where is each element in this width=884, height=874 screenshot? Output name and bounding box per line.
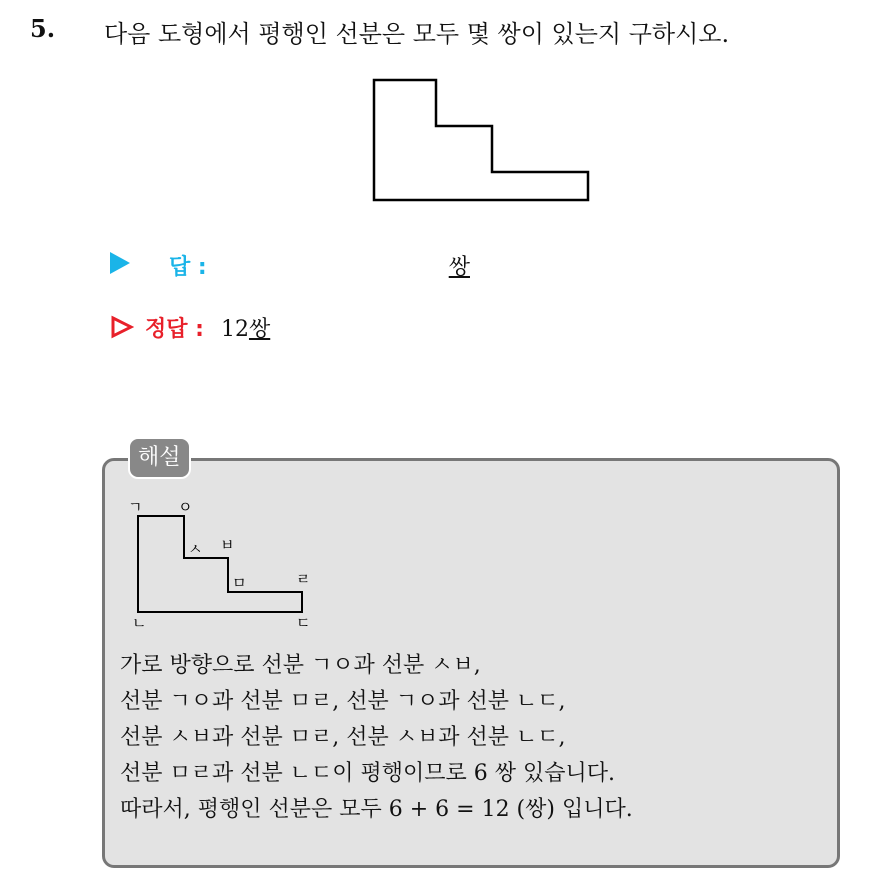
labeled-staircase-outline: [138, 516, 302, 612]
filled-triangle-icon: [110, 252, 130, 274]
staircase-outline: [374, 80, 588, 200]
question-number: 5.: [30, 14, 56, 43]
vertex-label-m: ㅁ: [232, 574, 247, 592]
vertex-label-s: ㅅ: [188, 540, 203, 558]
answer-label: 답 :: [169, 255, 207, 280]
explanation-line: 선분 ㅅㅂ과 선분 ㅁㄹ, 선분 ㅅㅂ과 선분 ㄴㄷ,: [120, 725, 566, 750]
vertex-label-r: ㄹ: [296, 570, 311, 588]
correct-answer-unit: 쌍: [248, 317, 271, 342]
explanation-tag: 해설: [128, 437, 191, 479]
correct-answer-row: [110, 312, 270, 343]
outline-triangle-icon: [110, 315, 134, 339]
answer-unit: 쌍: [448, 255, 470, 280]
vertex-label-o: ㅇ: [178, 498, 193, 516]
staircase-figure: [368, 74, 594, 206]
explanation-line: 선분 ㄱㅇ과 선분 ㅁㄹ, 선분 ㄱㅇ과 선분 ㄴㄷ,: [120, 689, 566, 714]
labeled-staircase-figure: [120, 494, 320, 632]
vertex-label-g: ㄱ: [128, 498, 143, 516]
explanation-line: 가로 방향으로 선분 ㄱㅇ과 선분 ㅅㅂ,: [120, 653, 481, 678]
answer-row: [110, 250, 470, 281]
explanation-text: [120, 648, 633, 828]
correct-answer-value: 12: [220, 317, 249, 342]
vertex-label-d: ㄷ: [296, 614, 311, 632]
question-text: 다음 도형에서 평행인 선분은 모두 몇 쌍이 있는지 구하시오.: [104, 20, 730, 48]
correct-answer-label: 정답 :: [145, 317, 204, 342]
explanation-line: 선분 ㅁㄹ과 선분 ㄴㄷ이 평행이므로 6 쌍 있습니다.: [120, 761, 615, 786]
explanation-line: 따라서, 평행인 선분은 모두 6 + 6 = 12 (쌍) 입니다.: [120, 797, 633, 822]
vertex-label-n: ㄴ: [132, 614, 147, 632]
vertex-label-b: ㅂ: [220, 536, 235, 554]
